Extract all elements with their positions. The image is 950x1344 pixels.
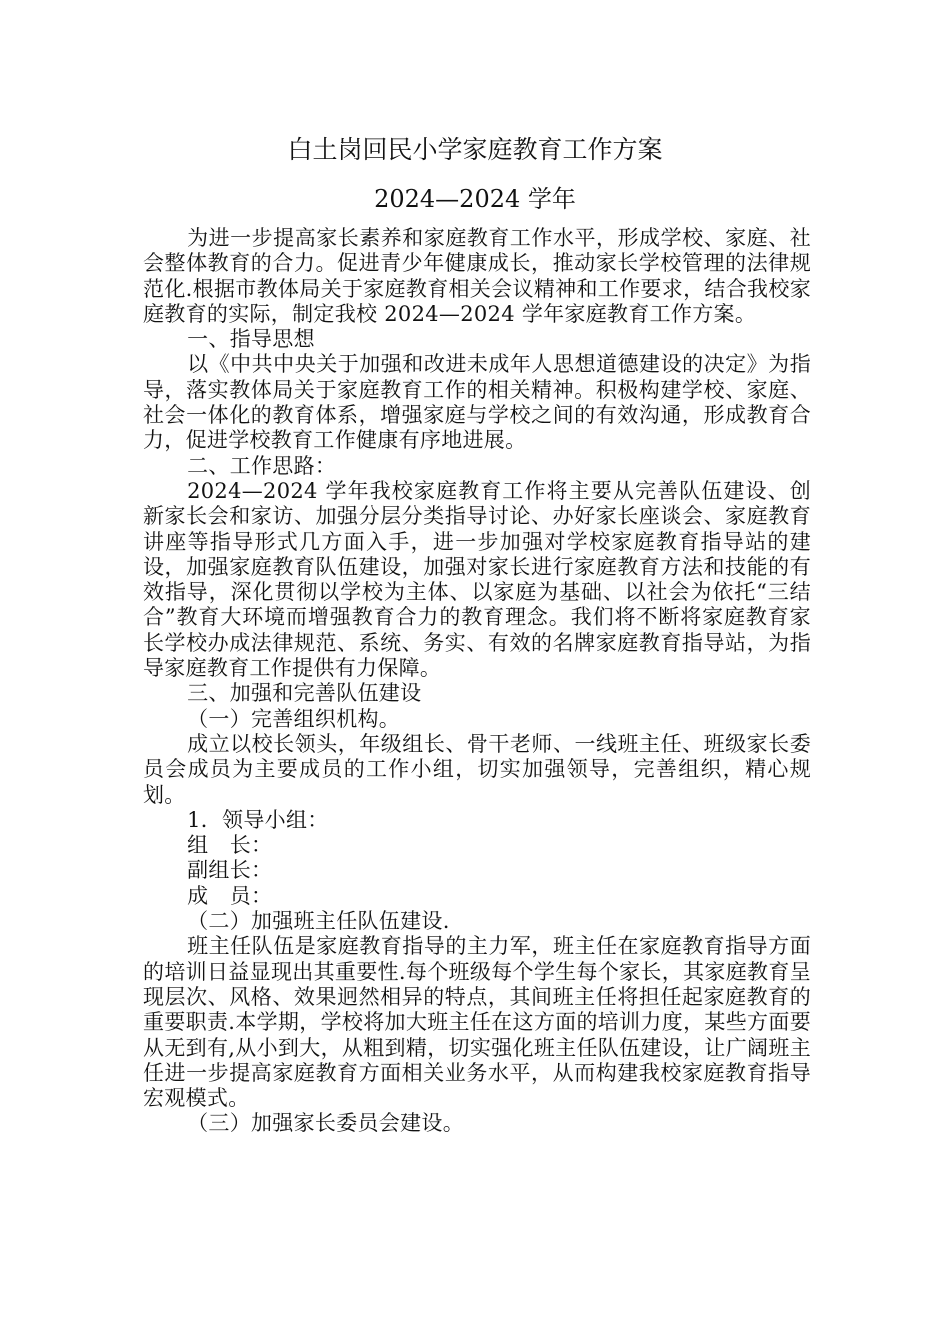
list-item-members: 成 员： <box>187 883 273 908</box>
document-title: 白土岗回民小学家庭教育工作方案 <box>287 135 663 164</box>
subsection-heading-organization: （一）完善组织机构。 <box>187 706 401 731</box>
paragraph-work-approach: 2024—2024 学年我校家庭教育工作将主要从完善队伍建设、创新家长会和家访、加强分层分类指导讨论、办好家长座谈会、家庭教育讲座等指导形式几方面入手，进一步加强对学校家庭教育指导站的建设，加强家庭教育队伍建设，加强对家长进行家庭教育方法和技能的有效指导，深化贯彻以学校为主体、以家庭为基础、以社会为依托“三结合”教育大环境而增强教育合力的教育理念。我们将不断将家庭教育家长学校办成法律规范、系统、务实、有效的名牌家庭教育指导站，为指导家庭教育工作提供有力保障。 <box>143 478 811 681</box>
list-item-deputy-leader: 副组长： <box>187 858 273 883</box>
section-heading-guiding-ideology: 一、指导思想 <box>187 327 315 352</box>
paragraph-organization: 成立以校长领头，年级组长、骨干老师、一线班主任、班级家长委员会成员为主要成员的工作小组，切实加强领导，完善组织，精心规划。 <box>143 731 811 807</box>
list-item-group-leader: 组 长： <box>187 833 273 858</box>
list-heading-leading-group: 1．领导小组： <box>187 807 329 832</box>
subsection-heading-parent-committee: （三）加强家长委员会建设。 <box>187 1111 464 1136</box>
paragraph-intro: 为进一步提高家长素养和家庭教育工作水平，形成学校、家庭、社会整体教育的合力。促进青少年健康成长，推动家长学校管理的法律规范化.根据市教体局关于家庭教育相关会议精神和工作要求，结合我校家庭教育的实际，制定我校 2024—2024 学年家庭教育工作方案。 <box>143 226 811 326</box>
paragraph-guiding-ideology: 以《中共中央关于加强和改进未成年人思想道德建设的决定》为指导，落实教体局关于家庭教育工作的相关精神。积极构建学校、家庭、社会一体化的教育体系，增强家庭与学校之间的有效沟通，形成教育合力，促进学校教育工作健康有序地进展。 <box>143 352 811 453</box>
subsection-heading-head-teachers: （二）加强班主任队伍建设. <box>187 909 450 934</box>
section-heading-work-approach: 二、工作思路： <box>187 453 337 478</box>
document-body <box>143 226 811 1137</box>
paragraph-head-teachers: 班主任队伍是家庭教育指导的主力军，班主任在家庭教育指导方面的培训日益显现出其重要性.每个班级每个学生每个家长，其家庭教育呈现层次、风格、效果迥然相异的特点，其间班主任将担任起家庭教育的重要职责.本学期，学校将加大班主任在这方面的培训力度，某些方面要从无到有,从小到大，从粗到精，切实强化班主任队伍建设，让广阔班主任进一步提高家庭教育方面相关业务水平，从而构建我校家庭教育指导宏观模式。 <box>143 934 811 1111</box>
document-subtitle: 2024—2024 学年 <box>374 185 576 213</box>
section-heading-team-building: 三、加强和完善队伍建设 <box>187 681 422 706</box>
